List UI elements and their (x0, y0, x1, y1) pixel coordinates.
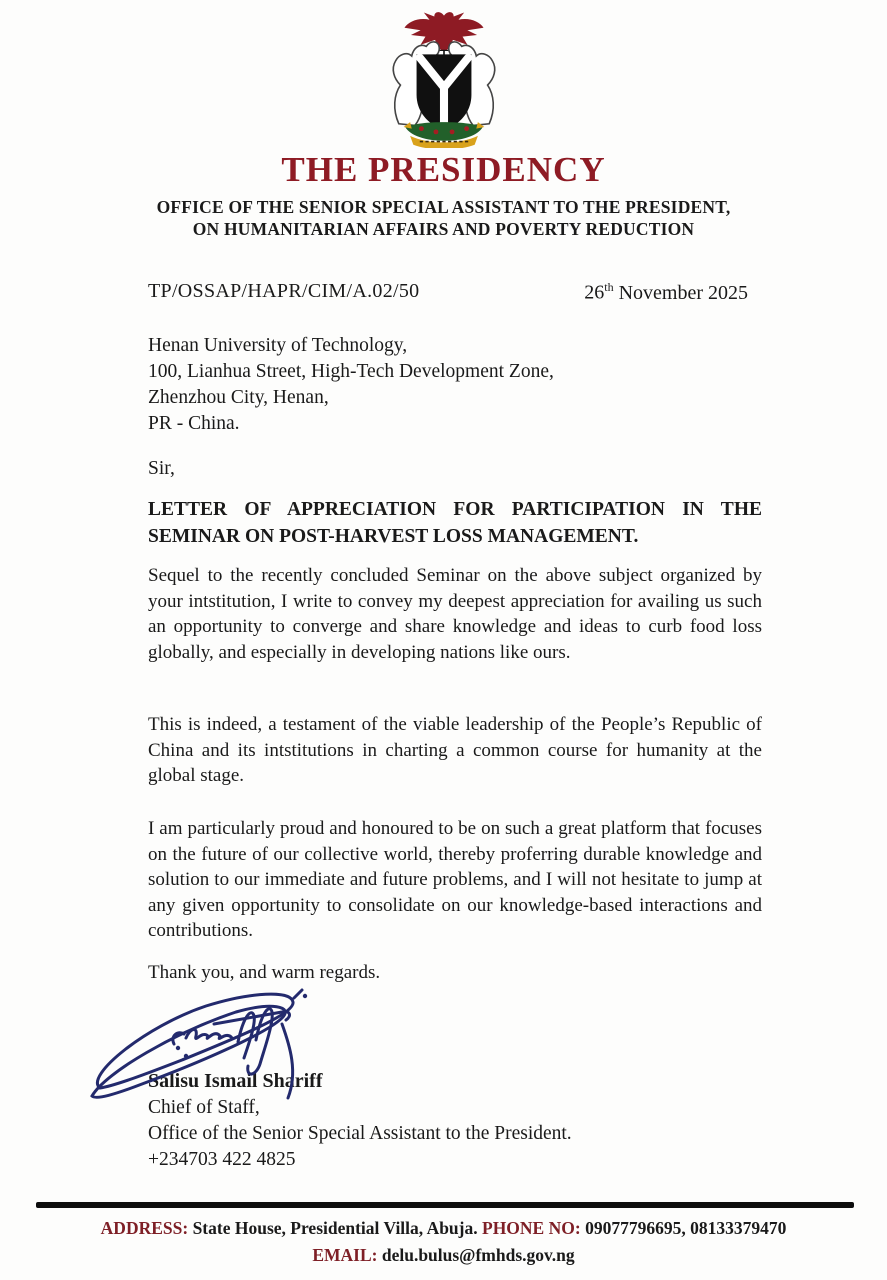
footer-email-value: delu.bulus@fmhds.gov.ng (381, 1245, 575, 1265)
letterhead-office-line2: ON HUMANITARIAN AFFAIRS AND POVERTY REDUCTION (192, 219, 695, 239)
signatory-name: Salisu Ismail Shariff (148, 1070, 323, 1092)
signatory-title1: Chief of Staff, (148, 1097, 260, 1118)
body-paragraph-1: Sequel to the recently concluded Seminar on the above subject organized by your intstitution, I write to convey my deepest appreciation for availing us such an opportunity to converge and share knowledge and ideas to curb food loss globally, and especially in developing nations like ours. (148, 565, 762, 663)
footer-phone-value: 09077796695, 08133379470 (585, 1218, 787, 1238)
body-paragraph-3: I am particularly proud and honoured to be on such a great platform that focuses on the future of our collective world, thereby proferring durable knowledge and solution to our immediate and future problems, and I will not hesitate to jump at any given opportunity to consolidate on our knowledge-based interactions and contributions. (148, 818, 762, 941)
subject-heading (148, 496, 762, 550)
closing-line: Thank you, and warm regards. (148, 962, 381, 983)
letterhead-title: THE PRESIDENCY (281, 150, 606, 189)
date-month-year: November 2025 (618, 281, 748, 304)
nigeria-coat-of-arms-icon (363, 6, 525, 148)
recipient-line: PR - China. (148, 413, 240, 434)
footer-phone-label: PHONE NO: (482, 1218, 581, 1238)
reference-date-row (148, 280, 762, 305)
date-ordinal-suffix: th (604, 280, 614, 294)
footer-address-value: State House, Presidential Villa, Abuja. (192, 1218, 478, 1238)
signatory-phone: +234703 422 4825 (148, 1149, 296, 1170)
letter-date (584, 280, 762, 305)
subject-line1: LETTER OF APPRECIATION FOR PARTICIPATION IN THE (148, 499, 762, 520)
body-paragraph-2: This is indeed, a testament of the viable leadership of the People’s Republic of China and its intstitutions in charting a common course for humanity at the global stage. (148, 714, 762, 786)
footer-address-line (0, 1218, 887, 1239)
letterhead-office-line1: OFFICE OF THE SENIOR SPECIAL ASSISTANT TO THE PRESIDENT, (156, 197, 731, 217)
footer-email-label: EMAIL: (312, 1245, 378, 1265)
signatory-title2: Office of the Senior Special Assistant to the President. (148, 1123, 572, 1144)
reference-number: TP/OSSAP/HAPR/CIM/A.02/50 (148, 280, 420, 302)
recipient-line: Henan University of Technology, (148, 335, 408, 356)
recipient-line: Zhenzhou City, Henan, (148, 387, 329, 408)
salutation: Sir, (148, 458, 175, 479)
footer-address-label: ADDRESS: (100, 1218, 189, 1238)
subject-line2: SEMINAR ON POST-HARVEST LOSS MANAGEMENT. (148, 526, 639, 547)
handwritten-signature (86, 980, 356, 1102)
recipient-address-block (148, 333, 762, 437)
footer-email-line (0, 1245, 887, 1266)
date-day: 26 (584, 281, 605, 304)
recipient-line: 100, Lianhua Street, High-Tech Development Zone, (148, 361, 554, 382)
footer-divider (36, 1202, 854, 1208)
